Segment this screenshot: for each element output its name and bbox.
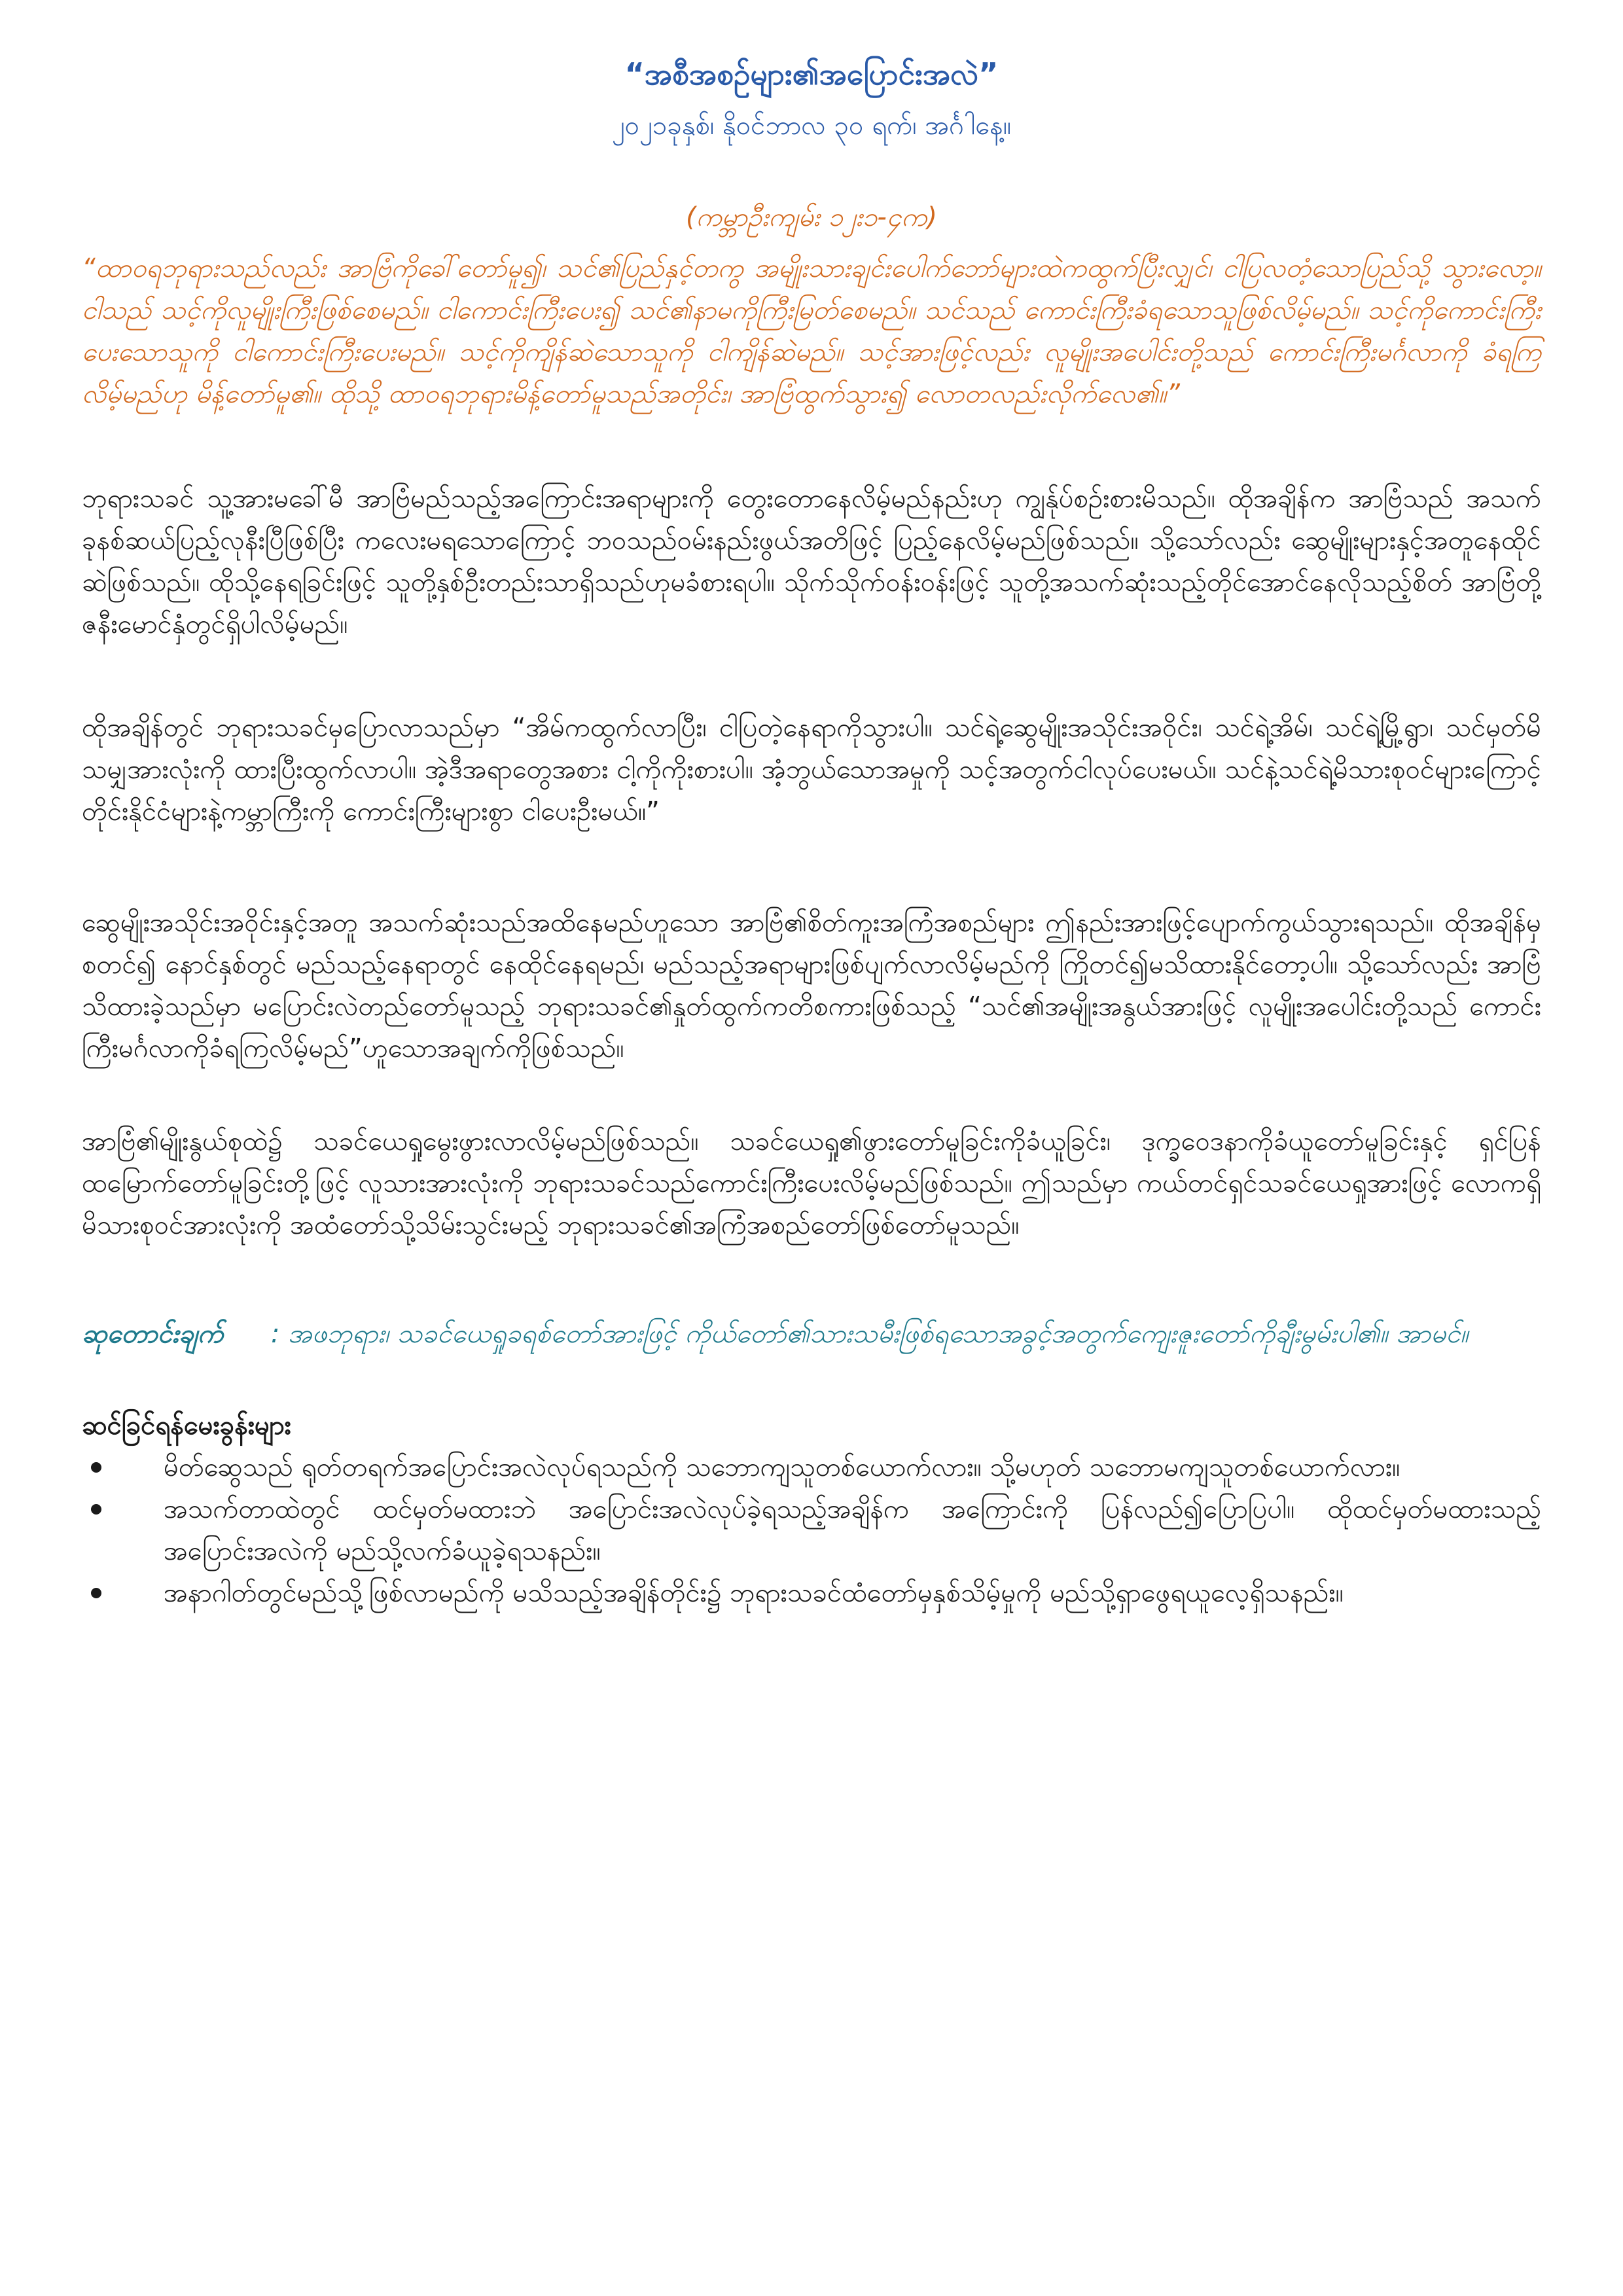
page-title: “အစီအစဉ်များ၏အပြောင်းအလဲ” [624, 56, 999, 92]
body-paragraph-4: အာဗြံ၏မျိုးနွယ်စုထဲ၌ သခင်ယေရှုမွေးဖွားလာလိမ့်မည်ဖြစ်သည်။ သခင်ယေရှု၏ဖွားတော်မူခြင်းကိုခံယူခြင်း၊ ဒုက္ခဝေဒနာကိုခံယူတော်မူခြင်းနှင့် ရှင်ပြန်ထမြောက်တော်မူခြင်းတို့ဖြင့် လူသားအားလုံးကို ဘုရားသခင်သည်ကောင်းကြီးပေးလိမ့်မည်ဖြစ်သည်။ ဤသည်မှာ ကယ်တင်ရှင်သခင်ယေရှုအားဖြင့် လောကရှိမိသားစုဝင်အားလုံးကို အထံတော်သို့သိမ်းသွင်းမည့် ဘုရားသခင်၏အကြံအစည်တော်ဖြစ်တော်မူသည်။ [82, 1126, 1541, 1240]
prayer-label: ဆုတောင်းချက် [82, 1319, 224, 1349]
question-item [82, 1488, 1541, 1572]
bullet-icon [91, 1504, 101, 1515]
questions-list [82, 1446, 1541, 1614]
body-paragraph-3: ဆွေမျိုးအသိုင်းအဝိုင်းနှင့်အတူ အသက်ဆုံးသည်အထိနေမည်ဟူသော အာဗြံ၏စိတ်ကူးအကြံအစည်များ ဤနည်းအားဖြင့်ပျောက်ကွယ်သွားရသည်။ ထိုအချိန်မှစတင်၍ နောင်နှစ်တွင် မည်သည့်နေရာတွင် နေထိုင်နေရမည်၊ မည်သည့်အရာများဖြစ်ပျက်လာလိမ့်မည်ကို ကြိုတင်၍မသိထားနိုင်တော့ပါ။ သို့သော်လည်း အာဗြံသိထားခဲ့သည်မှာ မပြောင်းလဲတည်တော်မူသည့် ဘုရားသခင်၏နှုတ်ထွက်ကတိစကားဖြစ်သည့် “သင်၏အမျိုးအနွယ်အားဖြင့် လူမျိုးအပေါင်းတို့သည် ကောင်းကြီးမင်္ဂလာကိုခံရကြလိမ့်မည်”ဟူသောအချက်ကိုဖြစ်သည်။ [82, 908, 1541, 1064]
bullet-icon [91, 1588, 101, 1598]
scripture-reference: (ကမ္ဘာဦးကျမ်း ၁၂း၁-၄က) [685, 202, 938, 232]
questions-heading: ဆင်ခြင်ရန်မေးခွန်းများ [82, 1410, 291, 1441]
bullet-icon [91, 1462, 101, 1473]
body-paragraph-2: ထိုအချိန်တွင် ဘုရားသခင်မှပြောလာသည်မှာ “အိမ်ကထွက်လာပြီး၊ ငါပြတဲ့နေရာကိုသွားပါ။ သင်ရဲ့ဆွေမျိုးအသိုင်းအဝိုင်း၊ သင်ရဲ့အိမ်၊ သင်ရဲ့မြို့ရွာ၊ သင်မှတ်မိသမျှအားလုံးကို ထားပြီးထွက်လာပါ။ အဲ့ဒီအရာတွေအစား ငါ့ကိုကိုးစားပါ။ အံ့ဘွယ်သောအမှုကို သင့်အတွက်ငါလုပ်ပေးမယ်။ သင်နဲ့သင်ရဲ့မိသားစုဝင်များကြောင့် တိုင်းနိုင်ငံများနဲ့ကမ္ဘာကြီးကို ကောင်းကြီးများစွာ ငါပေးဦးမယ်။” [82, 713, 1541, 827]
question-text: အသက်တာထဲတွင် ထင်မှတ်မထားဘဲ အပြောင်းအလဲလုပ်ခဲ့ရသည့်အချိန်က အကြောင်းကို ပြန်လည်၍ပြောပြပါ။ ထိုထင်မှတ်မထားသည့် အပြောင်းအလဲကို မည်သို့လက်ခံယူခဲ့ရသနည်း။ [164, 1494, 1541, 1566]
prayer-section [82, 1313, 1541, 1355]
scripture-text: “ထာဝရဘုရားသည်လည်း အာဗြံကိုခေါ်တော်မူ၍၊ သင်၏ပြည်နှင့်တကွ အမျိုးသားချင်းပေါက်ဘော်များထဲကထွက်ပြီးလျှင်၊ ငါပြလတံ့သောပြည်သို့ သွားလော့။ ငါသည် သင့်ကိုလူမျိုးကြီးဖြစ်စေမည်။ ငါကောင်းကြီးပေး၍ သင်၏နာမကိုကြီးမြတ်စေမည်။ သင်သည် ကောင်းကြီးခံရသောသူဖြစ်လိမ့်မည်။ သင့်ကိုကောင်းကြီးပေးသောသူကို ငါကောင်းကြီးပေးမည်။ သင့်ကိုကျိန်ဆဲသောသူကို ငါကျိန်ဆဲမည်။ သင့်အားဖြင့်လည်း လူမျိုးအပေါင်းတို့သည် ကောင်းကြီးမင်္ဂလာကို ခံရကြလိမ့်မည်ဟု မိန့်တော်မူ၏။ ထိုသို့ ထာဝရဘုရားမိန့်တော်မူသည်အတိုင်း၊ အာဗြံထွက်သွား၍ လောတလည်းလိုက်လေ၏။” [82, 253, 1541, 409]
prayer-text: : အဖဘုရား၊ သခင်ယေရှုခရစ်တော်အားဖြင့် ကိုယ်တော်၏သားသမီးဖြစ်ရသောအခွင့်အတွက်ကျေးဇူးတော်ကိုချီးမွမ်းပါ၏။ အာမင်။ [270, 1319, 1469, 1349]
question-item [82, 1572, 1541, 1614]
question-text: မိတ်ဆွေသည် ရုတ်တရက်အပြောင်းအလဲလုပ်ရသည်ကို သဘောကျသူတစ်ယောက်လား။ သို့မဟုတ် သဘောမကျသူတစ်ယောက်လား။ [164, 1452, 1400, 1482]
page-date: ၂၀၂၁ခုနှစ်၊ နိုဝင်ဘာလ ၃၀ ရက်၊ အင်္ဂါနေ့။ [612, 111, 1011, 141]
body-paragraph-1: ဘုရားသခင် သူ့အားမခေါ်မီ အာဗြံမည်သည့်အကြောင်းအရာများကို တွေးတောနေလိမ့်မည်နည်းဟု ကျွန်ုပ်စဉ်းစားမိသည်။ ထိုအချိန်က အာဗြံသည် အသက်ခုနစ်ဆယ်ပြည့်လုနီးပြီဖြစ်ပြီး ကလေးမရသောကြောင့် ဘဝသည်ဝမ်းနည်းဖွယ်အတိဖြင့် ပြည့်နေလိမ့်မည်ဖြစ်သည်။ သို့သော်လည်း ဆွေမျိုးများနှင့်အတူနေထိုင်ဆဲဖြစ်သည်။ ထိုသို့နေရခြင်းဖြင့် သူတို့နှစ်ဦးတည်းသာရှိသည်ဟုမခံစားရပါ။ သိုက်သိုက်ဝန်းဝန်းဖြင့် သူတို့အသက်ဆုံးသည့်တိုင်အောင်နေလိုသည့်စိတ် အာဗြံတို့ဇနီးမောင်နှံတွင်ရှိပါလိမ့်မည်။ [82, 484, 1541, 639]
question-item [82, 1446, 1541, 1488]
question-text: အနာဂါတ်တွင်မည်သို့ဖြစ်လာမည်ကို မသိသည့်အချိန်တိုင်း၌ ဘုရားသခင်ထံတော်မှနှစ်သိမ့်မှုကို မည်သို့ရှာဖွေရယူလေ့ရှိသနည်း။ [164, 1578, 1344, 1608]
